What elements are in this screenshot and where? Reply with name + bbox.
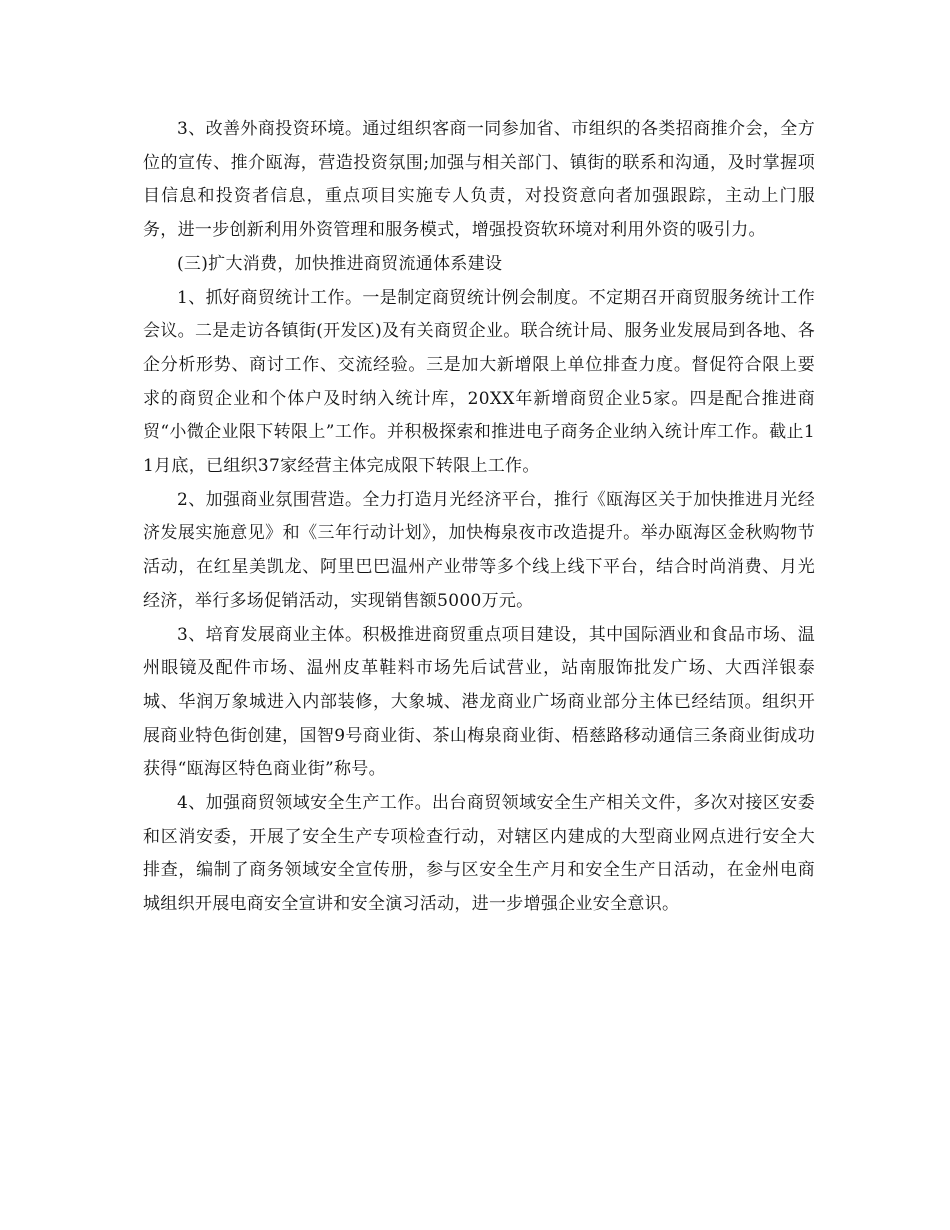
paragraph-commerce-statistics: 1、抓好商贸统计工作。一是制定商贸统计例会制度。不定期召开商贸服务统计工作会议。二是走访各镇街(开发区)及有关商贸企业。联合统计局、服务业发展局到各地、各企分析形势、商讨工作、交流经验。三是加大新增限上单位排查力度。督促符合限上要求的商贸企业和个体户及时纳入统计库，20XX年新增商贸企业5家。四是配合推进商贸“小微企业限下转限上”工作。并积极探索和推进电子商务企业纳入统计库工作。截止11月底，已组织37家经营主体完成限下转限上工作。 xyxy=(143,287,815,477)
paragraph-commercial-atmosphere: 2、加强商业氛围营造。全力打造月光经济平台，推行《瓯海区关于加快推进月光经济发展实施意见》和《三年行动计划》，加快梅泉夜市改造提升。举办瓯海区金秋购物节活动，在红星美凯龙、阿里巴巴温州产业带等多个线上线下平台，结合时尚消费、月光经济，举行多场促销活动，实现销售额5000万元。 xyxy=(143,489,815,611)
paragraph-commercial-entities: 3、培育发展商业主体。积极推进商贸重点项目建设，其中国际酒业和食品市场、温州眼镜及配件市场、温州皮革鞋料市场先后试营业，站南服饰批发广场、大西洋银泰城、华润万象城进入内部装修，大象城、港龙商业广场商业部分主体已经结顶。组织开展商业特色街创建，国智9号商业街、茶山梅泉商业街、梧慈路移动通信三条商业街成功获得“瓯海区特色商业街”称号。 xyxy=(143,624,815,780)
paragraph-improve-investment-environment: 3、改善外商投资环境。通过组织客商一同参加省、市组织的各类招商推介会，全方位的宣传、推介瓯海，营造投资氛围;加强与相关部门、镇街的联系和沟通，及时掌握项目信息和投资者信息，重点项目实施专人负责，对投资意向者加强跟踪，主动上门服务，进一步创新利用外资管理和服务模式，增强投资软环境对利用外资的吸引力。 xyxy=(143,119,815,241)
section-heading-expand-consumption: (三)扩大消费，加快推进商贸流通体系建设 xyxy=(177,253,503,274)
document-body xyxy=(143,113,815,922)
paragraph-safety-production: 4、加强商贸领域安全生产工作。出台商贸领域安全生产相关文件，多次对接区安委和区消安委，开展了安全生产专项检查行动，对辖区内建成的大型商业网点进行安全大排查，编制了商务领域安全宣传册，参与区安全生产月和安全生产日活动，在金州电商城组织开展电商安全宣讲和安全演习活动，进一步增强企业安全意识。 xyxy=(143,793,815,915)
